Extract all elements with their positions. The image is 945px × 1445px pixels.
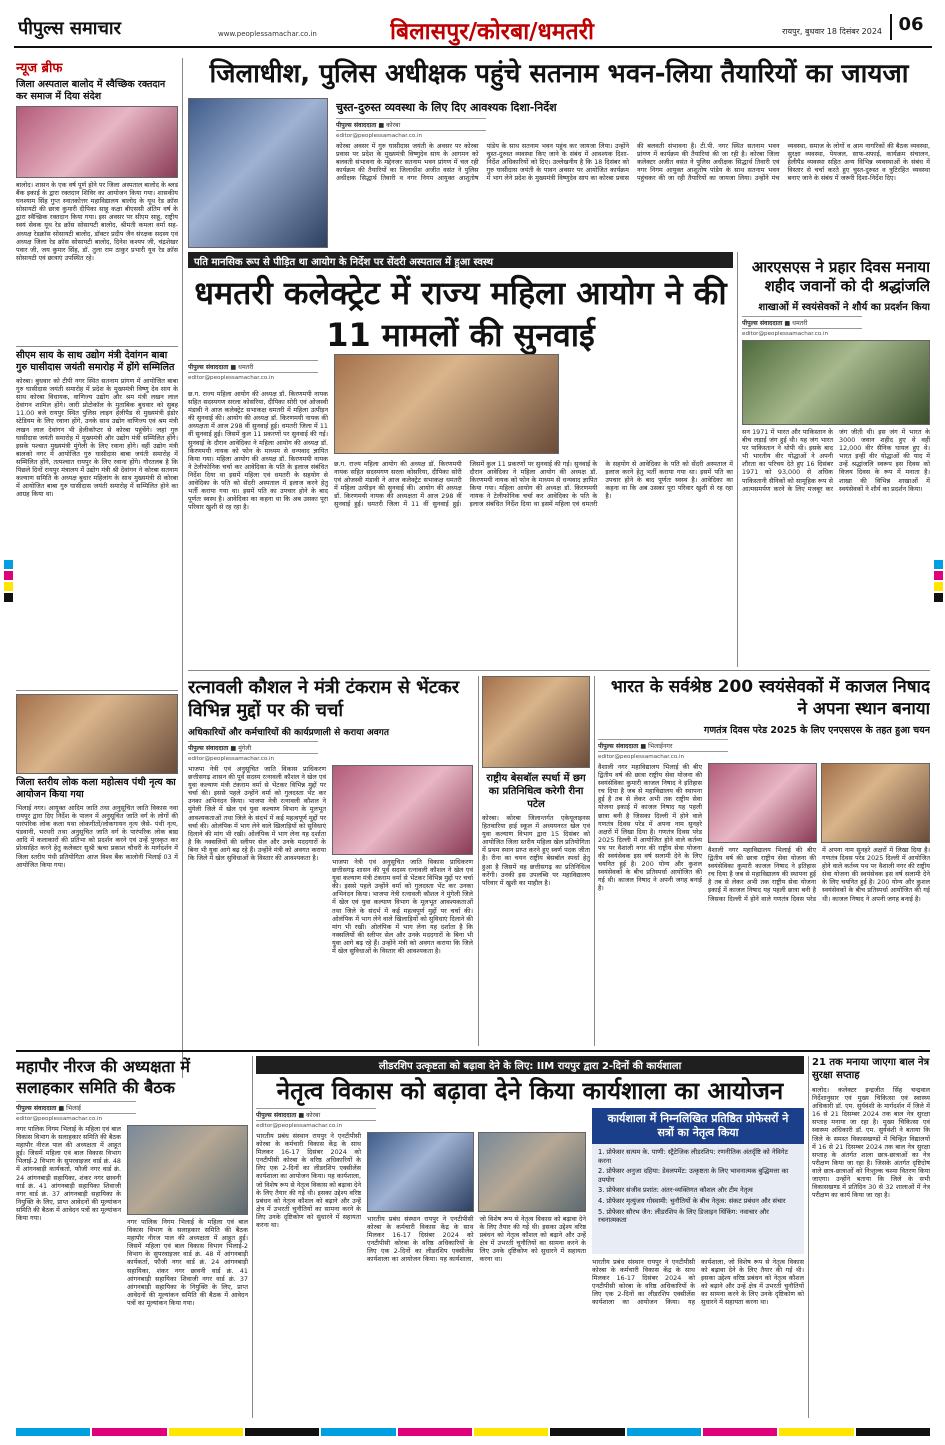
iim-email: editor@peoplessamachar.co.in	[256, 1123, 343, 1129]
iim-story	[256, 1056, 804, 1418]
brief-item-1-photo	[16, 106, 178, 178]
iim-byline-paper: पीपुल्स संवाददाता	[256, 1112, 297, 1119]
iim-box-title: कार्यशाला में निम्नलिखित प्रतिष्ठित प्रोफेसरों ने सत्रों का नेतृत्व किया	[592, 1108, 804, 1144]
mayor-story	[16, 1056, 248, 1418]
mayor-body: नगर पालिक निगम भिलाई के महिला एवं बाल विकास विभाग के सलाहकार समिति की बैठक महापौर नीरज पाल की अध्यक्षता में आहूत हुई। जिसमें महिला एवं बाल विकास विभाग भिलाई-2 विभाग के सुपरवाइजर वार्ड क्रं. 48 में आंगनबाड़ी कार्यकर्ता, फौजी नगर वार्ड क्रं. 24 आंगनबाड़ी सहायिका, शंकर नगर छावनी वार्ड क्रं. 41 आंगनबाड़ी सहायिका शिवाजी नगर वार्ड क्रं. 37 आंगनबाड़ी सहायिका के नियुक्ति के लिए, प्राप्त आवेदनों की मूल्यांकन समिति की बैठक में आवेदन पत्रों का मूल्यांकन किया गया।	[16, 1125, 121, 1223]
iim-box-item: 2. प्रोफेसर अनुजा दहिया: डेवलपमेंट: उत्कृष्टता के लिए भावनात्मक बुद्धिमत्ता का उपयोग	[598, 1167, 789, 1184]
row-divider-1	[188, 670, 930, 671]
kajal-photo-1	[708, 763, 817, 843]
brief-item-2-title: सीएम साय के साथ उद्योग मंत्री देवांगन बाबा गुरु घासीदास जयंती समारोह में होंगे सम्मिलित	[16, 350, 175, 373]
news-brief-column	[16, 58, 178, 1083]
iim-photo-1	[367, 1132, 474, 1212]
iim-body: भारतीय प्रबंध संस्थान रायपुर ने एनटीपीसी कोरबा के कर्मचारी विकास केंद्र के साथ मिलकर 16-17 दिसंबर 2024 को एनटीपीसी कोरबा के वरिष्ठ अधिकारियों के लिए एक 2-दिनों का लीडरशिप एक्सीलेंस कार्यशाला का आयोजन किया। यह कार्यशाला, जो विशेष रूप से नेतृत्व विकास को बढ़ावा देने के लिए तैयार की गई थी। इसका उद्देश्य वरिष्ठ प्रबंधन को नेतृत्व कौशल को बढ़ाने और उन्हें क्षेत्र में उभरती चुनौतियों का सामना करने के लिए उनके दृष्टिकोण को सुधारने में सहायता करना था।	[256, 1132, 361, 1230]
women-commission-body-col1: छ.ग. राज्य महिला आयोग की अध्यक्ष डॉ. किरणमयी नायक सहित सदस्यगण सरला कोसरिया, दीपिका सोरी एवं ओजस्वी मंडावी ने आज कलेक्ट्रेट सभाकक्ष धमतरी में महिला उत्पीड़न की सुनवाई की। आयोग की अध्यक्ष डॉ. किरणमयी नायक की अध्यक्षता में आज 298 वीं सुनवाई हुई। धमतरी जिला में 11 वीं सुनवाई हुई। जिसमें कुल 11 प्रकरणों पर सुनवाई की गई। सुनवाई के दौरान आवेदिका ने महिला आयोग की अध्यक्ष डॉ. किरणमयी नायक को फोन के माध्यम से धन्यवाद ज्ञापित किया गया। महिला आयोग की अध्यक्ष डॉ. किरणमयी नायक ने टेलीफोनिक चर्चा कर आवेदिका के पति के इलाज संबंधित निर्देश दिया था इसमें महिला एवं धमतरी के सहयोग से आवेदिका के पति को सेंदरी अस्पताल में इलाज करने हेतु भर्ती कराया गया था। इसमें पति का उपचार होने के बाद पूर्णतः स्वस्थ है। आवेदिका का कहना था कि अब उसका पूरा परिवार खुशी से रह रहा है।	[188, 390, 328, 512]
iim-body-3: भारतीय प्रबंध संस्थान रायपुर ने एनटीपीसी कोरबा के कर्मचारी विकास केंद्र के साथ मिलकर 16-17 दिसंबर 2024 को एनटीपीसी कोरबा के वरिष्ठ अधिकारियों के लिए एक 2-दिनों का लीडरशिप एक्सीलेंस कार्यशाला का आयोजन किया। यह कार्यशाला, जो विशेष रूप से नेतृत्व विकास को बढ़ावा देने के लिए तैयार की गई थी। इसका उद्देश्य वरिष्ठ प्रबंधन को नेतृत्व कौशल को बढ़ाने और उन्हें क्षेत्र में उभरती चुनौतियों का सामना करने के लिए उनके दृष्टिकोण को सुधारने में सहायता करना था।	[592, 1258, 804, 1307]
registration-marks-left	[4, 560, 13, 620]
lead-byline: पीपुल्स संवाददाता ■ कोरबा	[336, 118, 486, 131]
ratnawali-body: भाजपा नेत्री एवं अनुसूचित जाति विकास प्राधिकरण छत्तीसगढ़ शासन की पूर्व सदस्य रत्नावली कौशल ने खेल एवं युवा कल्याण मंत्री टंकराम वर्मा से भेंटकर विभिन्न मुद्दों पर चर्चा की। इससे पहले उन्होंने वर्मा को गुलदस्ता भेंट कर उनका अभिनंदन किया। भाजपा नेत्री रत्नावली कौशल ने मुंगेली जिले में खेल एवं युवा कल्याण विभाग के मूलभूत आवश्यकताओं तथा जिले के संदर्भ में कई महत्वपूर्ण मुद्दों पर चर्चा की। ओलंपिक में भाग लेने वाले खिलाड़ियों को सुविधाएं दिलाने की मांग भी रखी। ओलंपिक में भाग लेना यह दर्शाता है कि नक्सलियों की स्लीपर सेल और उनके मददगारों के बिना भी युवा आगे बढ़ रहे हैं। उन्होंने मंत्री को अवगत कराया कि जिले में खेल सुविधाओं के विस्तार की आवश्यकता है।	[188, 765, 326, 863]
rss-headline: आरएसएस ने प्रहार दिवस मनाया शहीद जवानों को दी श्रद्धांजलि	[751, 258, 930, 295]
iim-box-list	[592, 1144, 804, 1254]
ratnawali-byline: पीपुल्स संवाददाता ■ मुंगेली	[188, 741, 318, 754]
iim-photo-2	[478, 1132, 586, 1212]
brief-item-2-body: कोरबा। बुधवार को टीपी नगर स्थित सतनाम प्रांगण में आयोजित बाबा गुरु घासीदास जयंती समारोह में प्रदेश के मुख्यमंत्री विष्णु देव साय के साथ कोरबा विधायक, वाणिज्य उद्योग और श्रम मंत्री लखन लाल देवांगन शामिल होंगे। जारी प्रोटोकॉल के मुताबिक बुधवार को सुबह 11.00 बजे रायपुर स्थित पुलिस लाइन हेलीपैड से मुख्यमंत्री इंडोर स्टेडियम के लिए रवाना होंगे, उनके साथ उद्योग वाणिज्य एवं श्रम मंत्री लखन लाल देवांगन भी हेलीकॉप्टर से कोरबा पहुंचेंगे। जहां गुरु घासीदास जयंती समारोह में मुख्यमंत्री और उद्योग मंत्री सम्मिलित होंगे। इसके पश्चात मुख्यमंत्री मुंगेली के लिए रवाना होंगे। वहीं उद्योग मंत्री बालको नगर में आयोजित गुरु घासीदास बाबा जयंती समारोह में सम्मिलित होंगे, तत्पश्चात रायपुर के लिए रवाना होंगे। गौरतलब है कि पिछले दिनों रायपुर मंत्रालय में उद्योग मंत्री श्री देवांगन ने कोरबा सतनाम कल्याण समिति के अध्यक्ष बुधार महिलांग के साथ मुख्यमंत्री से कोरबा में आयोजित बाबा गुरु घासीदास जयंती समारोह में सम्मिलित होने का आग्रह किया था।	[16, 377, 178, 499]
women-commission-kicker: पति मानसिक रूप से पीड़ित था आयोग के निर्देश पर सेंदरी अस्पताल में हुआ स्वस्थ	[188, 252, 733, 268]
rss-byline-paper: पीपुल्स संवाददाता	[742, 320, 783, 327]
lead-story	[188, 58, 930, 248]
lead-headline: जिलाधीश, पुलिस अधीक्षक पहुंचे सतनाम भवन-लिया तैयारियों का जायजा	[209, 59, 909, 89]
logo	[18, 16, 158, 42]
rina-headline: राष्ट्रीय बेसबॉल स्पर्धा में छग का प्रतिनिधित्व करेगी रीना पटेल	[486, 773, 586, 810]
mayor-headline: महापौर नीरज की अध्यक्षता में सलाहकार समिति की बैठक	[16, 1057, 190, 1097]
rss-body: सन 1971 में भारत और पाकिस्तान के बीच लड़ाई जंग हुई थी। यह जंग भारत पर पाकिस्तान ने थोपी थी। इसके बाद भी भारतीय वीर योद्धाओं ने अपनी शौरता का परिचय देते हुए 16 दिसंबर 1971 को 93,000 से अधिक पाकिस्तानी सैनिकों को सामूहिक रूप से आत्मसमर्पण करने के लिए मजबूर कर जंग जीती थी। इस जंग में भारत के 3000 जवान शहीद हुए थे वहीं 12,000 वीर सैनिक घायल हुए थे। भारत इन्हीं वीर योद्धाओं की याद में उन्हें श्रद्धांजलि स्वरूप इस दिवस को विजय दिवस के रूप में मनाता है। शाखा की विभिन्न शाखाओं में स्वयंसेवकों ने शौर्य का प्रदर्शन किया।	[742, 428, 930, 493]
rina-body: कोरबा। कोरबा जिलान्तर्गत एकेयूलाइनस हितवारिया हाई स्कूल में अध्ययनरत खेल एवं युवा कल्याण विभाग द्वारा 15 दिसंबर को आयोजित जिला स्तरीय महिला खेल प्रतियोगिता में प्रथम स्थान प्राप्त करने हुए स्वर्ण पदक जीता है। रीना का चयन राष्ट्रीय बेसबॉल स्पर्धा हेतु हुआ है जिसमें वह छत्तीसगढ़ का प्रतिनिधित्व करेंगी। उनकी इस उपलब्धि पर महाविद्यालय परिवार में खुशी का माहौल है।	[482, 814, 590, 887]
iim-byline-place: कोरबा	[306, 1112, 321, 1119]
eye-body: बालोद। कलेक्टर इन्द्रजीत सिंह चन्द्रवाल निर्देशानुसार एवं मुख्य चिकित्सा एवं स्वास्थ्य अधिकारी डॉ. एम. सुर्यवंशी के मार्गदर्शन में जिले में 16 से 21 दिसम्बर 2024 तक बाल नेत्र सुरक्षा सप्ताह मनाया जा रहा है। मुख्य चिकित्सा एवं स्वास्थ्य अधिकारी डॉ. एम. सुर्यवंशी ने बताया कि जिले के समस्त विकासखण्डों में चिन्हित विद्यालयों में 16 से 21 दिसम्बर 2024 तक बाल नेत्र सुरक्षा सप्ताह के अंतर्गत शाला छात्र-छात्राओं का नेत्र परीक्षण किया जा रहा है। जिसके अंतर्गत दृष्टिदोष वाले छात्र-छात्राओं को निःशुल्क चश्मा वितरण किया जाएगा। उन्होंने बताया कि जिले के सभी विकासखण्ड में प्रतिदिन 30 से 32 शालाओं में नेत्र परीक्षण का कार्य किया जा रहा है।	[812, 1086, 930, 1200]
column-divider-mid	[478, 676, 479, 1046]
brief-item-3-body: भिलाई नगर। आयुक्त आदिम जाति तथा अनुसूचित जाति विकास नवा रायपुर द्वारा दिए निर्देश के पालन में अनुसूचित जाति वर्ग के लोगों की पारंपरिक लोक कला यथा लोकगीतों/लोकगायन नृत्य जैसे- पंथी नृत्य, पंडवानी, भरथरी तथा अनुसूचित जाति वर्ग के पारंपरिक लोक बाद्य आदि में कलाकारों की प्रतिभा को प्रदर्शन करने एवं उन्हें पुरस्कृत कर प्रोत्साहित करने हेतु कलेक्टर सुश्री ऋचा प्रकाश चौधरी के मार्गदर्शन में जिला स्तरीय पंथी प्रतियोगिता आज विश्व बैंक कालोनी भिलाई 03 में आयोजित किया गया।	[16, 804, 178, 869]
mayor-byline-place: भिलाई	[66, 1105, 81, 1112]
ratnawali-subhead: अधिकारियों और कर्मचारियों की कार्यप्रणाली से कराया अवगत	[188, 728, 390, 738]
lead-subhead: चुस्त-दुरुस्त व्यवस्था के लिए दिए आवश्यक दिशा-निर्देश	[336, 101, 557, 114]
kajal-byline: पीपुल्स संवाददाता ■ भिलाईनगर	[598, 739, 728, 752]
women-commission-byline-place: धमतरी	[238, 364, 254, 371]
brief-divider-2	[16, 690, 178, 691]
website: www.peoplessamachar.co.in	[218, 30, 317, 38]
kajal-body: वैशाली नगर महाविद्यालय भिलाई की बीए द्वितीय वर्ष की छात्रा राष्ट्रीय सेवा योजना की स्वयंसेविका कुमारी काजल निषाद ने इतिहास रच दिया है जब से महाविद्यालय की स्थापना हुई है तब से लेकर अभी तक राष्ट्रीय सेवा योजना इकाई में काजल निषाद यह पहली छात्रा बनी है जिसका दिल्ली में होने वाले गणतंत्र दिवस परेड में अपना नाम सुनहरे अक्षरों में लिखा दिया है। गणतंत्र दिवस परेड 2025 दिल्ली में आयोजित होने वाले कर्तव्य पथ पर वैशाली नगर की राष्ट्रीय सेवा योजना की स्वयंसेवक इस वर्ष सलामी देने के लिए चयनित हुई है। 200 योग्य और कुशल स्वयंसेवकों के बीच प्रतिस्पर्धा आयोजित की गई थी। काजल निषाद ने अपनी जगह बनाई है।	[598, 763, 702, 893]
kajal-byline-paper: पीपुल्स संवाददाता	[598, 743, 639, 750]
mayor-byline: पीपुल्स संवाददाता ■ भिलाई	[16, 1101, 136, 1114]
registration-strip-bottom	[16, 1428, 930, 1436]
rss-subhead: शाखाओं में स्वयंसेवकों ने शौर्य का प्रदर्शन किया	[758, 302, 930, 313]
iim-box-item: 4. प्रोफेसर मृत्युंजय गोस्वामी: चुनौतियों के बीच नेतृत्व: संकट प्रबंधन और संचार	[598, 1196, 786, 1205]
iim-box-item: 1. प्रोफेसर सत्यम के. पाणी: स्ट्रैटेजिक लीडरशिप: रणनीतिक अंतर्दृष्टि को नेविगेट करना	[598, 1148, 788, 1165]
kajal-story	[598, 676, 930, 1048]
column-divider-left	[182, 58, 183, 1078]
page-number: 06	[890, 14, 930, 40]
brief-item-3	[16, 694, 178, 1024]
mayor-body-2: नगर पालिक निगम भिलाई के महिला एवं बाल विकास विभाग के सलाहकार समिति की बैठक महापौर नीरज पाल की अध्यक्षता में आहूत हुई। जिसमें महिला एवं बाल विकास विभाग भिलाई-2 विभाग के सुपरवाइजर वार्ड क्रं. 48 में आंगनबाड़ी कार्यकर्ता, फौजी नगर वार्ड क्रं. 24 आंगनबाड़ी सहायिका, शंकर नगर छावनी वार्ड क्रं. 41 आंगनबाड़ी सहायिका शिवाजी नगर वार्ड क्रं. 37 आंगनबाड़ी सहायिका के नियुक्ति के लिए, प्राप्त आवेदनों की मूल्यांकन समिति की बैठक में आवेदन पत्रों का मूल्यांकन किया गया।	[127, 1218, 248, 1307]
kajal-byline-place: भिलाईनगर	[648, 743, 673, 750]
ratnawali-story	[188, 676, 473, 1048]
brief-label: न्यूज ब्रीफ	[16, 58, 178, 76]
ratnawali-byline-paper: पीपुल्स संवाददाता	[188, 745, 229, 752]
iim-byline: पीपुल्स संवाददाता ■ कोरबा	[256, 1108, 376, 1121]
lead-byline-place: कोरबा	[386, 122, 401, 129]
women-commission-headline: धमतरी कलेक्ट्रेट में राज्य महिला आयोग ने की 11 मामलों की सुनवाई	[194, 274, 727, 354]
women-commission-byline-paper: पीपुल्स संवाददाता	[188, 364, 229, 371]
masthead	[0, 0, 945, 60]
women-commission-email: editor@peoplessamachar.co.in	[188, 375, 275, 381]
brief-item-2	[16, 350, 178, 687]
mayor-byline-paper: पीपुल्स संवाददाता	[16, 1105, 57, 1112]
iim-headline: नेतृत्व विकास को बढ़ावा देने किया कार्यशाला का आयोजन	[276, 1077, 784, 1105]
column-divider-right-top	[737, 252, 738, 667]
rss-photo	[742, 340, 930, 425]
eye-safety-story	[812, 1056, 930, 1418]
iim-kicker: लीडरशिप उत्कृष्टता को बढ़ावा देने के लिए: IIM रायपुर द्वारा 2-दिनों की कार्यशाला	[256, 1056, 804, 1074]
ratnawali-photo	[332, 765, 473, 855]
iim-body-2: भारतीय प्रबंध संस्थान रायपुर ने एनटीपीसी कोरबा के कर्मचारी विकास केंद्र के साथ मिलकर 16-17 दिसंबर 2024 को एनटीपीसी कोरबा के वरिष्ठ अधिकारियों के लिए एक 2-दिनों का लीडरशिप एक्सीलेंस कार्यशाला का आयोजन किया। यह कार्यशाला, जो विशेष रूप से नेतृत्व विकास को बढ़ावा देने के लिए तैयार की गई थी। इसका उद्देश्य वरिष्ठ प्रबंधन को नेतृत्व कौशल को बढ़ाने और उन्हें क्षेत्र में उभरती चुनौतियों का सामना करने के लिए उनके दृष्टिकोण को सुधारने में सहायता करना था।	[367, 1215, 586, 1264]
ratnawali-email: editor@peoplessamachar.co.in	[188, 756, 275, 762]
women-commission-story	[188, 272, 733, 667]
masthead-rule	[14, 46, 932, 48]
kajal-email: editor@peoplessamachar.co.in	[598, 754, 685, 760]
logo-text: पीपुल्स समाचार	[18, 18, 121, 39]
ratnawali-byline-place: मुंगेली	[238, 745, 252, 752]
women-commission-body-cols: छ.ग. राज्य महिला आयोग की अध्यक्ष डॉ. किरणमयी नायक सहित सदस्यगण सरला कोसरिया, दीपिका सोरी एवं ओजस्वी मंडावी ने आज कलेक्ट्रेट सभाकक्ष धमतरी में महिला उत्पीड़न की सुनवाई की। आयोग की अध्यक्ष डॉ. किरणमयी नायक की अध्यक्षता में आज 298 वीं सुनवाई हुई। धमतरी जिला में 11 वीं सुनवाई हुई। जिसमें कुल 11 प्रकरणों पर सुनवाई की गई। सुनवाई के दौरान आवेदिका ने महिला आयोग की अध्यक्ष डॉ. किरणमयी नायक को फोन के माध्यम से धन्यवाद ज्ञापित किया गया। महिला आयोग की अध्यक्ष डॉ. किरणमयी नायक ने टेलीफोनिक चर्चा कर आवेदिका के पति के इलाज संबंधित निर्देश दिया था इसमें महिला एवं धमतरी के सहयोग से आवेदिका के पति को सेंदरी अस्पताल में इलाज करने हेतु भर्ती कराया गया था। इसमें पति का उपचार होने के बाद पूर्णतः स्वस्थ है। आवेदिका का कहना था कि अब उसका पूरा परिवार खुशी से रह रहा है।	[334, 460, 733, 509]
iim-box-item: 3. प्रोफेसर संजीव प्रशांत: अंतर-व्यक्तिगत कौशल और टीम नेतृत्व	[598, 1186, 753, 1195]
eye-headline: 21 तक मनाया जाएगा बाल नेत्र सुरक्षा सप्ताह	[812, 1057, 930, 1081]
registration-marks-right	[934, 560, 943, 620]
lead-byline-paper: पीपुल्स संवाददाता	[336, 122, 377, 129]
brief-item-3-photo	[16, 694, 178, 774]
brief-item-1-title: जिला अस्पताल बालोद में स्वैच्छिक रक्तदान कर समाज में दिया संदेश	[16, 79, 166, 102]
column-divider-mid-2	[594, 676, 595, 1046]
row-divider-2	[16, 1050, 930, 1052]
lead-body: कोरबा अवसर में गुरु घासीदास जयंती के अवसर पर कोरबा प्रवास पर प्रदेश के मुख्यमंत्री विष्णुदेव साय के आगमन को बलवती संभावना के मद्देनजर सतनाम भवन प्रांगण में चल रही कार्यक्रम की तैयारियों का जिलाधीश अजीत वसंत ने पुलिस अधीक्षक सिद्धार्थ तिवारी व नगर निगम आयुक्त आशुतोष पांडेय के साथ सतनाम भवन पहुंच कर जायजा लिया। उन्होंने चुस्त-दुरुस्त व्यवस्था किए जाने के संबंध में आवश्यक दिशा-निर्देश अधिकारियों को दिए। उल्लेखनीय है कि 18 दिसंबर को गुरु घासीदास जयंती के पावन अवसर पर आयोजित कार्यक्रम में भाग लेने प्रदेश के मुख्यमंत्री विष्णुदेव साय का कोरबा प्रवास की बलवती संभावना है। टी.पी. नगर स्थित सतनाम भवन प्रांगण में कार्यक्रम की तैयारियां की जा रही है। कोरबा जिला कलेक्टर अजीत वसंत ने पुलिस अधीक्षक सिद्धार्थ तिवारी एवं नगर निगम आयुक्त आशुतोष पांडेय के साथ सतनाम भवन पहुंचकर की जा रही तैयारियों का जायजा लिया। उन्होंने मंच व्यवस्था, समाज के लोगों व आम नागरिकों की बैठक व्यवस्था, सुरक्षा व्यवस्था, पेयजल, साफ-सफाई, कार्यक्रम संचालन, हेलीपैड व्यवस्था सहित अन्य विभिन्न व्यवस्थाओं के संबंध में विस्तार से चर्चा करते हुए चुस्त-दुरुस्त व त्रुटिरहित व्यवस्था बनाए जाने के संबंध में जरूरी दिशा-निर्देश दिए।	[336, 142, 930, 183]
kajal-headline: भारत के सर्वश्रेष्ठ 200 स्वयंसेवकों में काजल निषाद ने अपना स्थान बनाया	[610, 677, 930, 719]
rss-story	[742, 258, 930, 668]
lead-photo	[188, 98, 328, 248]
mayor-photo	[127, 1125, 248, 1215]
rss-email: editor@peoplessamachar.co.in	[742, 331, 829, 337]
women-commission-byline: पीपुल्स संवाददाता ■ धमतरी	[188, 360, 318, 373]
lead-email: editor@peoplessamachar.co.in	[336, 133, 423, 139]
date: रायपुर, बुधवार 18 दिसंबर 2024	[782, 27, 882, 36]
mayor-email: editor@peoplessamachar.co.in	[16, 1116, 103, 1122]
column-divider-bottom-2	[808, 1056, 809, 1418]
iim-box-item: 5. प्रोफेसर सौरभ जैन: लीडरशिप के लिए डिजाइन थिंकिंग: नवाचार और रचनात्मकता	[598, 1207, 769, 1225]
kajal-photo-2	[821, 763, 930, 843]
kajal-subhead: गणतंत्र दिवस परेड 2025 के लिए एनएसएस के तहत हुआ चयन	[703, 725, 930, 736]
rss-byline: पीपुल्स संवाददाता ■ धमतरी	[742, 316, 862, 329]
column-divider-bottom-1	[252, 1056, 253, 1418]
rina-story	[482, 676, 590, 1048]
kajal-body-2: वैशाली नगर महाविद्यालय भिलाई की बीए द्वितीय वर्ष की छात्रा राष्ट्रीय सेवा योजना की स्वयंसेविका कुमारी काजल निषाद ने इतिहास रच दिया है जब से महाविद्यालय की स्थापना हुई है तब से लेकर अभी तक राष्ट्रीय सेवा योजना इकाई में काजल निषाद यह पहली छात्रा बनी है जिसका दिल्ली में होने वाले गणतंत्र दिवस परेड में अपना नाम सुनहरे अक्षरों में लिखा दिया है। गणतंत्र दिवस परेड 2025 दिल्ली में आयोजित होने वाले कर्तव्य पथ पर वैशाली नगर की राष्ट्रीय सेवा योजना की स्वयंसेवक इस वर्ष सलामी देने के लिए चयनित हुई है। 200 योग्य और कुशल स्वयंसेवकों के बीच प्रतिस्पर्धा आयोजित की गई थी। काजल निषाद ने अपनी जगह बनाई है।	[708, 846, 930, 903]
iim-professors-box	[592, 1108, 804, 1418]
brief-item-3-title: जिला स्तरीय लोक कला महोत्सव पंथी नृत्य का आयोजन किया गया	[16, 777, 176, 800]
rss-byline-place: धमतरी	[792, 320, 808, 327]
women-commission-photo	[334, 354, 559, 454]
brief-divider-1	[16, 346, 178, 347]
ratnawali-headline: रत्नावली कौशल ने मंत्री टंकराम से भेंटकर विभिन्न मुद्दों पर की चर्चा	[188, 677, 460, 721]
rina-photo	[482, 676, 590, 768]
ratnawali-body-2: भाजपा नेत्री एवं अनुसूचित जाति विकास प्राधिकरण छत्तीसगढ़ शासन की पूर्व सदस्य रत्नावली कौशल ने खेल एवं युवा कल्याण मंत्री टंकराम वर्मा से भेंटकर विभिन्न मुद्दों पर चर्चा की। इससे पहले उन्होंने वर्मा को गुलदस्ता भेंट कर उनका अभिनंदन किया। भाजपा नेत्री रत्नावली कौशल ने मुंगेली जिले में खेल एवं युवा कल्याण विभाग के मूलभूत आवश्यकताओं तथा जिले के संदर्भ में कई महत्वपूर्ण मुद्दों पर चर्चा की। ओलंपिक में भाग लेने वाले खिलाड़ियों को सुविधाएं दिलाने की मांग भी रखी। ओलंपिक में भाग लेना यह दर्शाता है कि नक्सलियों की स्लीपर सेल और उनके मददगारों के बिना भी युवा आगे बढ़ रहे हैं। उन्होंने मंत्री को अवगत कराया कि जिले में खेल सुविधाओं के विस्तार की आवश्यकता है।	[332, 858, 473, 956]
brief-item-1	[16, 79, 178, 343]
brief-item-1-body: बालोद। शासन के एक वर्ष पूर्ण होने पर जिला अस्पताल बालोद के ब्लड बैंक इकाई के द्वारा रक्तदान शिविर का आयोजन किया गया। शासकीय घनश्याम सिंह गुप्त स्नातकोत्तर महाविद्यालय बालोद के यूथ रेड क्रॉस सोसायटी की छात्रा कुमारी दीपिका साहू कक्षा बीएससी अंतिम वर्ष के द्वारा स्वैच्छिक रक्तदान किया गया। इस अवसर पर सीएम साहू, राष्ट्रीय स्वयं सेवक यूथ रेड क्रॉस सोसायटी बालोद, श्रीमती कमला वर्मा सह-अध्यक्ष रेडक्रॉस सोसायटी बालोद, डॉक्टर प्रदीप जैन संरक्षक सदस्य एवं अध्यक्ष जिला रेड क्रॉस सोसायटी बालोद, दिनेश कश्यप जी, चंद्रशेखर पवार जी, जय कुमार सिंह, डॉ. तुला राम ठाकुर प्रभारी यूथ रेड क्रॉस सोसायटी एवं छात्राएं उपस्थित रहे।	[16, 181, 178, 262]
edition-title: बिलासपुर/कोरबा/धमतरी	[390, 19, 594, 45]
